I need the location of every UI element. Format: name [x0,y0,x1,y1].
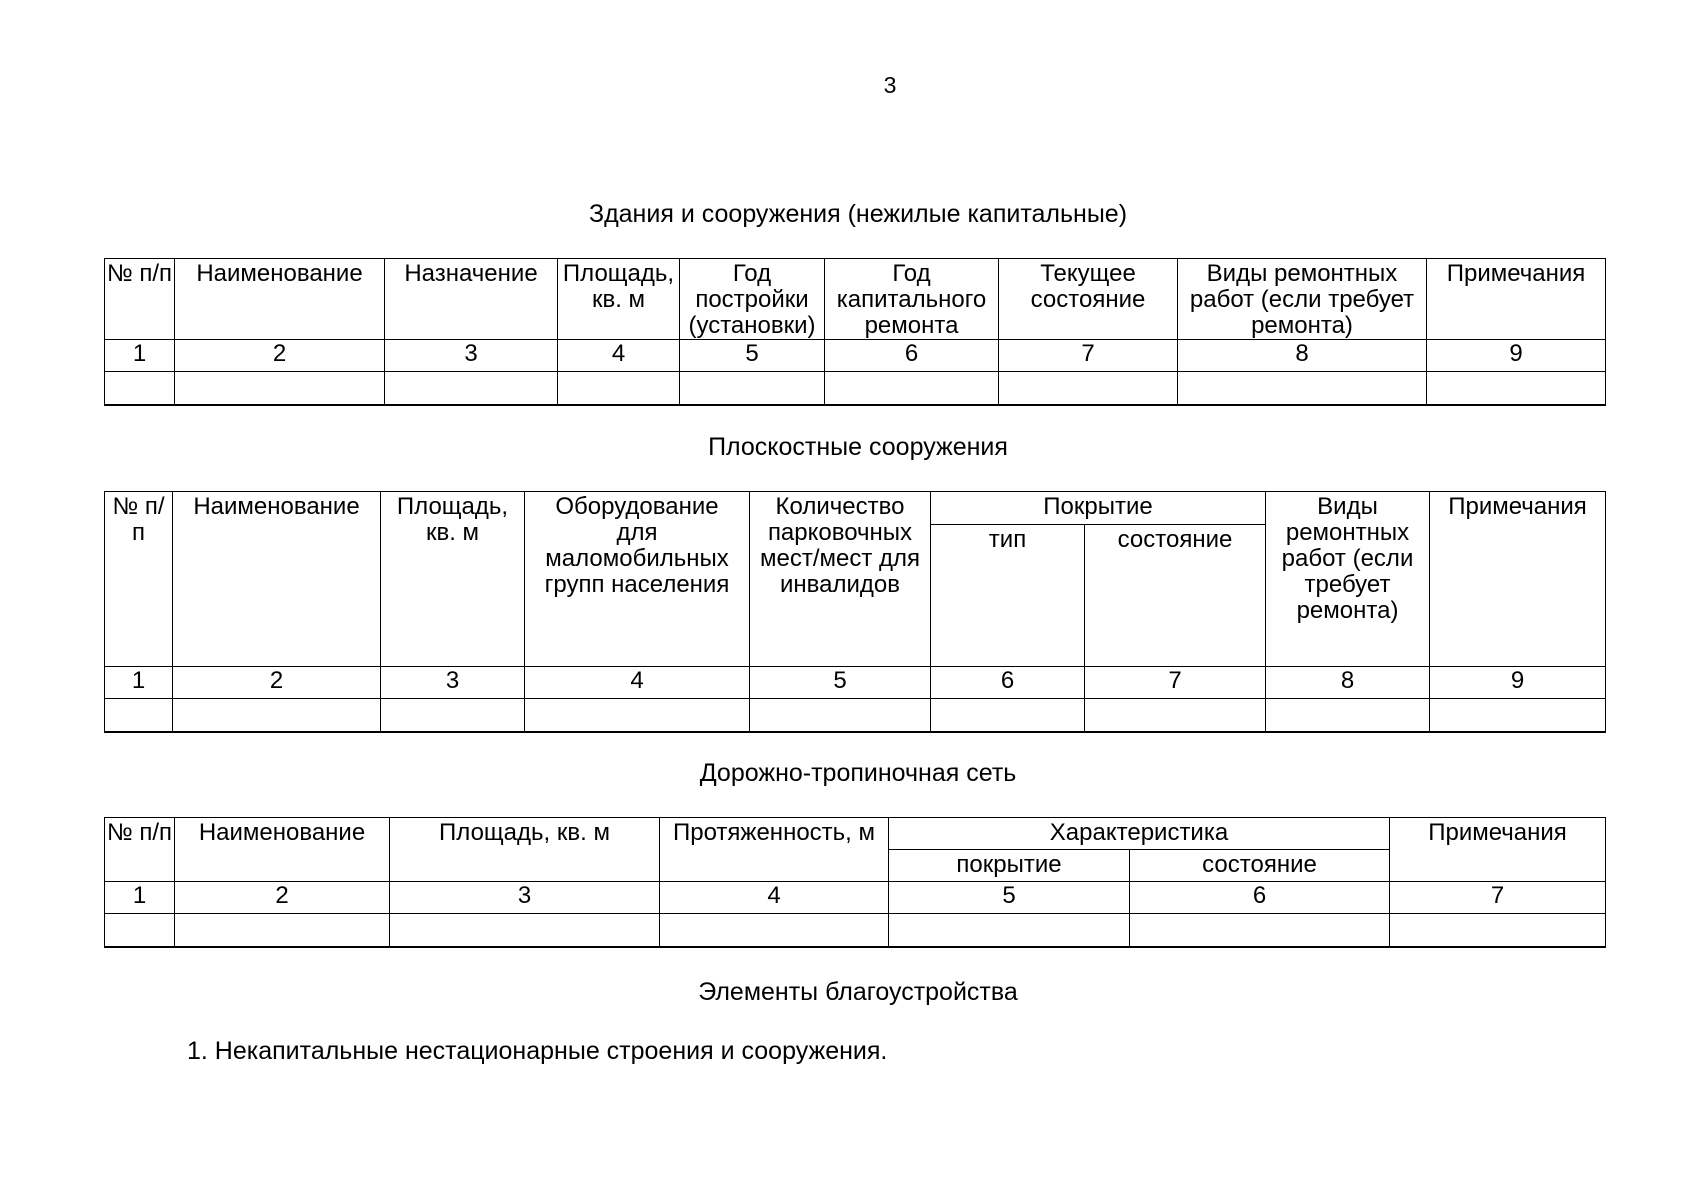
column-number: 2 [173,667,381,699]
column-number: 5 [889,882,1130,914]
header-cell-characteristic: Характеристика [889,818,1390,850]
header-cell: Площадь, кв. м [558,259,680,340]
header-cell: Площадь, кв. м [390,818,660,882]
empty-cell [390,914,660,948]
empty-cell [385,372,558,406]
header-cell: Виды ремонтных работ (если требует ремонта) [1178,259,1427,340]
header-cell: Виды ремонтных работ (если требует ремонта) [1266,492,1430,667]
flat-structures-table [104,491,1606,733]
header-cell: № п/п [105,818,175,882]
header-cell: Наименование [175,259,385,340]
empty-cell [825,372,999,406]
empty-cell [1427,372,1606,406]
header-cell: Протяженность, м [660,818,889,882]
header-cell: Назначение [385,259,558,340]
column-number: 2 [175,882,390,914]
column-number: 6 [1130,882,1390,914]
empty-cell [1130,914,1390,948]
column-number: 6 [825,340,999,372]
column-number: 1 [105,667,173,699]
column-number: 7 [999,340,1178,372]
header-cell: Примечания [1430,492,1606,667]
subheader-cell: тип [931,525,1085,667]
header-cell: № п/п [105,259,175,340]
column-number: 9 [1430,667,1606,699]
column-number: 7 [1390,882,1606,914]
column-number: 8 [1266,667,1430,699]
landscaping-list-item: 1. Некапитальные нестационарные строения и сооружения. [187,1037,888,1065]
column-number: 4 [660,882,889,914]
empty-cell [525,699,750,733]
empty-cell [999,372,1178,406]
column-number: 4 [525,667,750,699]
header-cell: Оборудование для маломобильных групп населения [525,492,750,667]
column-number: 3 [385,340,558,372]
empty-cell [381,699,525,733]
header-cell: Наименование [173,492,381,667]
empty-cell [1266,699,1430,733]
column-number: 5 [750,667,931,699]
empty-cell [105,372,175,406]
empty-cell [173,699,381,733]
buildings-table [104,258,1606,406]
empty-cell [558,372,680,406]
header-cell: Год капитального ремонта [825,259,999,340]
column-number: 7 [1085,667,1266,699]
empty-cell [1085,699,1266,733]
column-number: 3 [381,667,525,699]
column-number: 1 [105,882,175,914]
empty-cell [1178,372,1427,406]
subheader-cell: состояние [1130,850,1390,882]
road-network-title: Дорожно-тропиночная сеть [699,759,1017,787]
header-cell: Примечания [1427,259,1606,340]
subheader-cell: покрытие [889,850,1130,882]
flat-structures-title: Плоскостные сооружения [708,433,1008,461]
column-number: 2 [175,340,385,372]
empty-cell [931,699,1085,733]
header-cell: Площадь, кв. м [381,492,525,667]
subheader-cell: состояние [1085,525,1266,667]
empty-cell [889,914,1130,948]
empty-cell [1390,914,1606,948]
header-cell-coverage: Покрытие [931,492,1266,525]
header-cell: Примечания [1390,818,1606,882]
column-number: 6 [931,667,1085,699]
column-number: 5 [680,340,825,372]
road-network-table [104,817,1606,948]
empty-cell [750,699,931,733]
empty-cell [1430,699,1606,733]
page-number: 3 [883,72,897,98]
header-cell: Текущее состояние [999,259,1178,340]
empty-cell [105,914,175,948]
empty-cell [105,699,173,733]
landscaping-title: Элементы благоустройства [698,978,1018,1006]
header-cell: Количество парковочных мест/мест для инвалидов [750,492,931,667]
column-number: 3 [390,882,660,914]
column-number: 1 [105,340,175,372]
column-number: 9 [1427,340,1606,372]
empty-cell [175,914,390,948]
header-cell: Год постройки (установки) [680,259,825,340]
column-number: 8 [1178,340,1427,372]
empty-cell [680,372,825,406]
header-cell: Наименование [175,818,390,882]
buildings-title: Здания и сооружения (нежилые капитальные) [588,200,1128,228]
header-cell: № п/п [105,492,173,667]
empty-cell [660,914,889,948]
column-number: 4 [558,340,680,372]
empty-cell [175,372,385,406]
